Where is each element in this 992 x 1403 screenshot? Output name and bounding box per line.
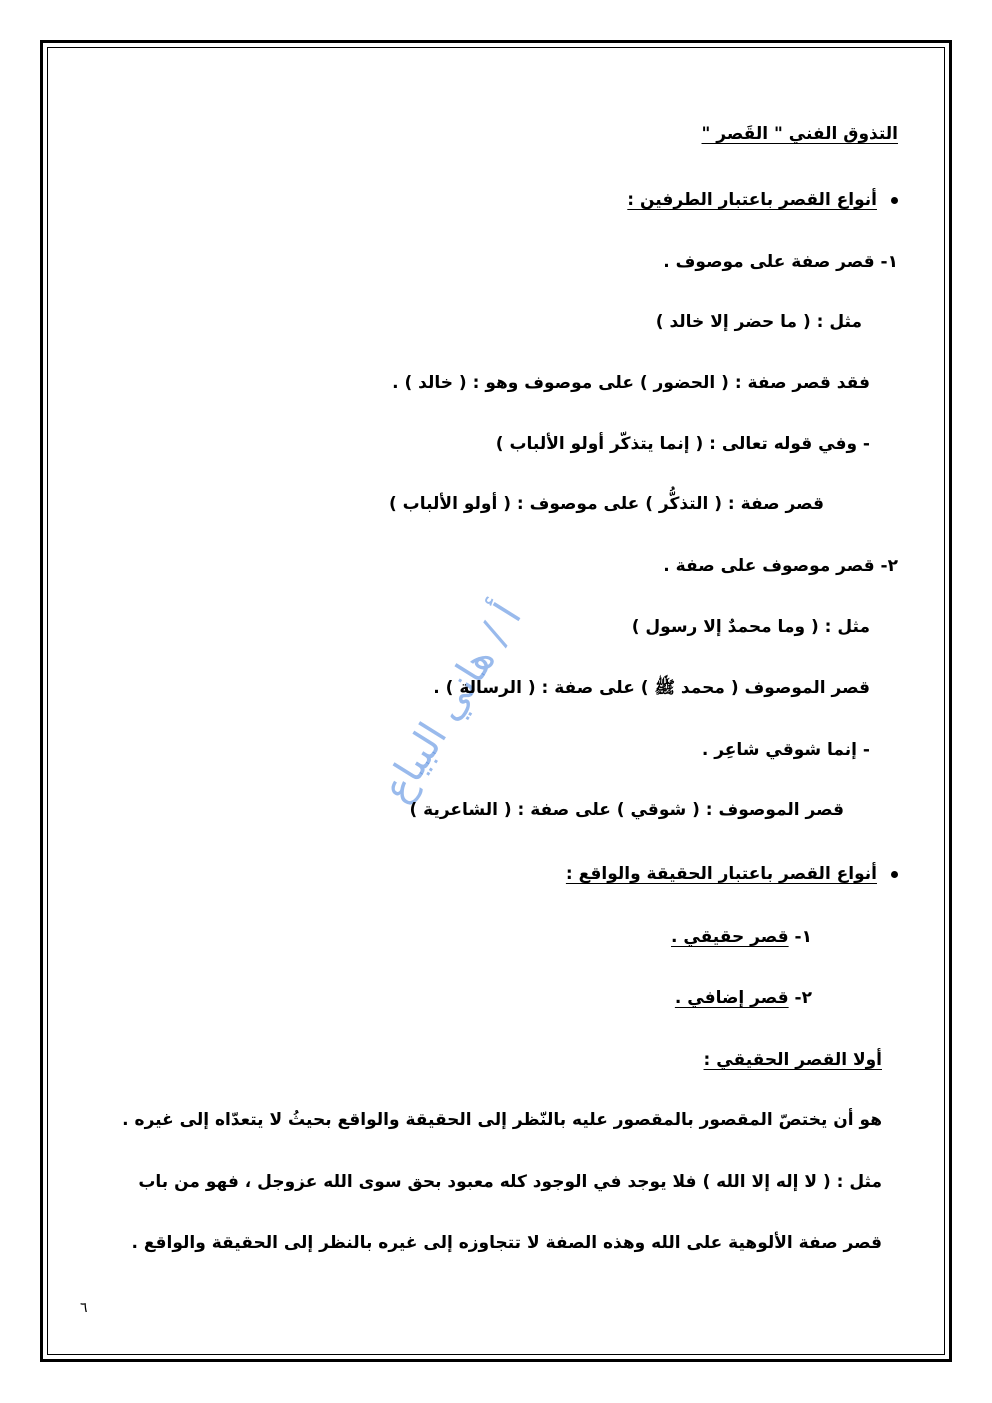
list-item: ١- قصر حقيقي . (671, 927, 812, 947)
list-item: ٢- قصر إضافي . (674, 988, 812, 1008)
page-number: ٦ (80, 1300, 88, 1316)
example-text: مثل : ( ما حضر إلا خالد ) (655, 312, 862, 332)
explanation-text: قصر الموصوف ( محمد ﷺ ) على صفة : ( الرسالة ) . (433, 678, 870, 698)
explanation-text: قصر صفة : ( التذكُّر ) على موصوف : ( أولو الألباب ) (388, 494, 824, 514)
paragraph-line: مثل : ( لا إله إلا الله ) فلا يوجد في الوجود كله معبود بحق سوى الله عزوجل ، فهو من باب (138, 1172, 882, 1192)
subsection-heading: أولا القصر الحقيقي : (703, 1050, 882, 1070)
page-border-inner (47, 47, 945, 1355)
explanation-text: فقد قصر صفة : ( الحضور ) على موصوف وهو : ( خالد ) . (392, 373, 870, 393)
example-text: - إنما شوقي شاعِر . (701, 740, 870, 760)
paragraph-line: قصر صفة الألوهية على الله وهذه الصفة لا تتجاوزه إلى غيره بالنظر إلى الحقيقة والواقع . (131, 1233, 882, 1253)
page-title: التذوق الفني " القَصر " (701, 124, 898, 144)
explanation-text: قصر الموصوف : ( شوقي ) على صفة : ( الشاعرية ) (409, 800, 844, 820)
example-text: مثل : ( وما محمدٌ إلا رسول ) (631, 617, 870, 637)
verse-text: - وفي قوله تعالى : ( إنما يتذكّر أولو الألباب ) (495, 434, 870, 454)
watermark: أ / هاني البياع (373, 595, 531, 811)
section-heading-1: أنواع القصر باعتبار الطرفين : (627, 188, 898, 212)
section-heading-2: أنواع القصر باعتبار الحقيقة والواقع : (566, 862, 898, 886)
bullet-icon (891, 871, 898, 878)
list-item: ٢- قصر موصوف على صفة . (663, 556, 898, 576)
paragraph-line: هو أن يختصّ المقصور بالمقصور عليه بالنّظر إلى الحقيقة والواقع بحيثُ لا يتعدّاه إلى غيره . (122, 1110, 882, 1130)
list-item: ١- قصر صفة على موصوف . (663, 252, 898, 272)
bullet-icon (891, 197, 898, 204)
